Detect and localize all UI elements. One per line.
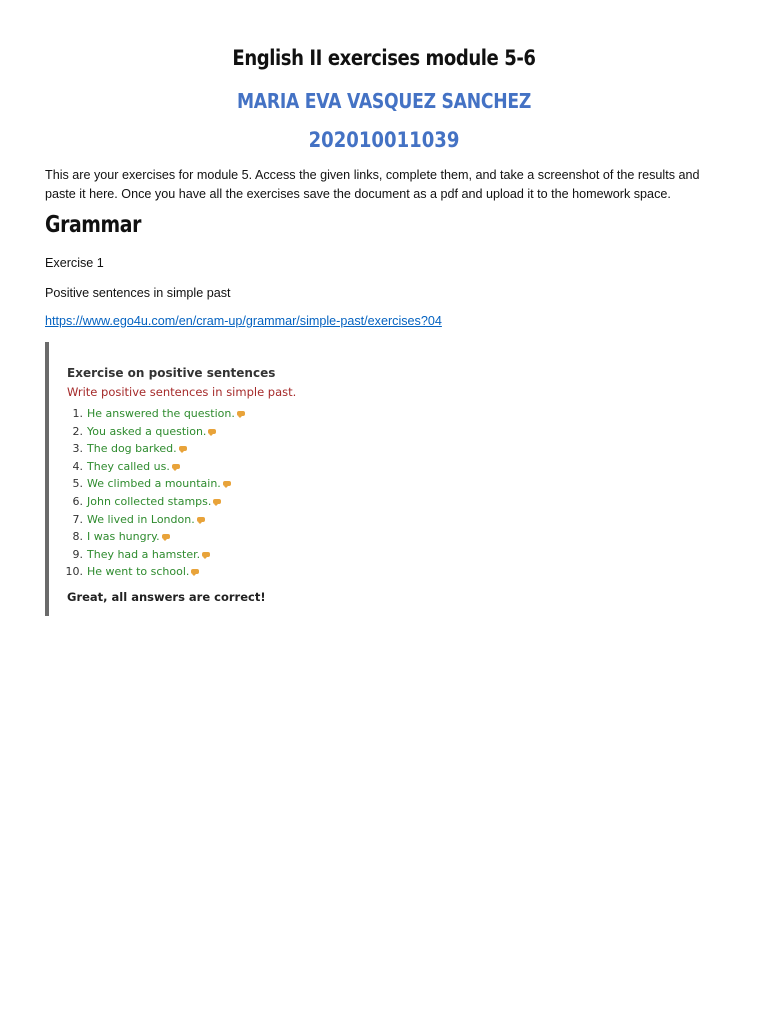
answer-item <box>63 458 245 476</box>
answer-number: 7. <box>72 512 83 526</box>
speech-bubble-icon[interactable] <box>197 517 205 522</box>
answer-item <box>63 528 245 546</box>
speech-bubble-icon[interactable] <box>223 481 231 486</box>
exercise-result-screenshot <box>45 342 349 616</box>
document-title: English II exercises module 5-6 <box>232 46 536 70</box>
speech-bubble-icon[interactable] <box>202 552 210 557</box>
answer-item <box>63 475 245 493</box>
answer-item <box>63 563 245 581</box>
section-heading-grammar: Grammar <box>45 212 141 238</box>
answer-list <box>63 405 245 581</box>
speech-bubble-icon[interactable] <box>191 569 199 574</box>
answer-text: The dog barked. <box>87 442 177 456</box>
author-name: MARIA EVA VASQUEZ SANCHEZ <box>236 89 532 113</box>
speech-bubble-icon[interactable] <box>162 534 170 539</box>
answer-number: 5. <box>72 477 83 491</box>
speech-bubble-icon[interactable] <box>237 411 245 416</box>
answer-text: They called us. <box>87 459 170 473</box>
answer-number: 6. <box>72 494 83 508</box>
result-message: Great, all answers are correct! <box>67 590 266 604</box>
answer-number: 1. <box>72 407 83 420</box>
exercise-link[interactable]: https://www.ego4u.com/en/cram-up/grammar/simple-past/exercises?04 <box>45 314 442 328</box>
answer-text: They had a hamster. <box>87 547 201 561</box>
intro-paragraph: This are your exercises for module 5. Access the given links, complete them, and take a screenshot of the results and paste it here. Once you have all the exercises save the document as a pdf and upload it to the homework space. <box>45 168 700 201</box>
speech-bubble-icon[interactable] <box>179 446 187 451</box>
exercise-label: Exercise 1 <box>45 256 104 270</box>
answer-text: He went to school. <box>87 565 190 579</box>
answer-text: He answered the question. <box>87 407 235 420</box>
screenshot-title: Exercise on positive sentences <box>67 366 276 380</box>
speech-bubble-icon[interactable] <box>213 499 221 504</box>
answer-number: 3. <box>72 442 83 456</box>
answer-text: You asked a question. <box>87 424 207 438</box>
answer-item <box>63 546 245 564</box>
answer-item <box>63 405 245 423</box>
speech-bubble-icon[interactable] <box>172 464 180 469</box>
answer-item <box>63 511 245 529</box>
answer-text: We climbed a mountain. <box>87 477 221 491</box>
screenshot-instruction: Write positive sentences in simple past. <box>67 385 297 399</box>
answer-text: I was hungry. <box>87 530 160 544</box>
answer-number: 10. <box>65 565 83 579</box>
answer-text: John collected stamps. <box>87 494 212 508</box>
answer-item <box>63 493 245 511</box>
answer-number: 9. <box>72 547 83 561</box>
exercise-description: Positive sentences in simple past <box>45 286 231 300</box>
student-id: 202010011039 <box>308 128 460 152</box>
answer-item <box>63 423 245 441</box>
answer-item <box>63 440 245 458</box>
speech-bubble-icon[interactable] <box>208 429 216 434</box>
answer-number: 4. <box>72 459 83 473</box>
answer-number: 2. <box>72 424 83 438</box>
answer-number: 8. <box>72 530 83 544</box>
answer-text: We lived in London. <box>87 512 195 526</box>
